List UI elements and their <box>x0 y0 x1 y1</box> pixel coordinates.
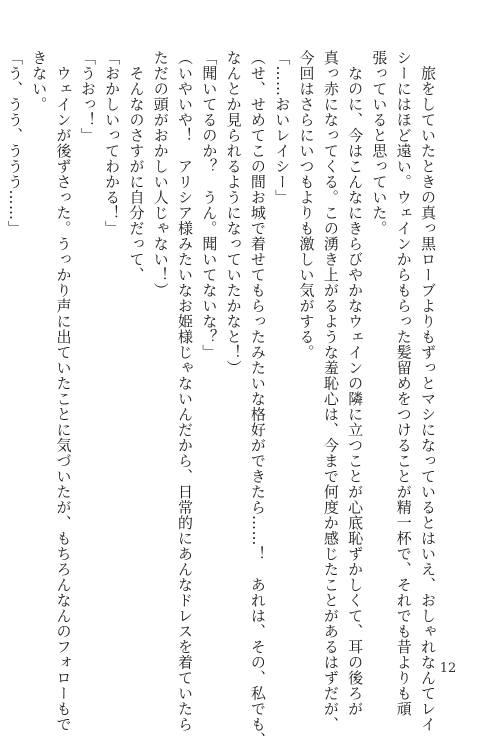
text-line: 「聞いてるのか？ うん。聞いてないな？」 <box>200 50 219 360</box>
text-line: そんなのさすがに自分だって、 <box>127 50 146 283</box>
text-line: 今回はさらにいつもよりも激しい気がする。 <box>297 50 316 360</box>
text-line: （いやいや！ アリシア様みたいなお姫様じゃないんだから、日常的にあんなドレスを着ていたら <box>176 50 195 732</box>
text-line: 真っ赤になってくる。この湧き上がるような羞恥心は、今まで何度か感じたことがあるはずだが、 <box>321 50 340 732</box>
text-line: 「う、うう、ううう……」 <box>5 50 24 236</box>
text-line: ただの頭がおかしい人じゃない！） <box>151 50 170 298</box>
text-line: なのに、今はこんなにきらびやかなウェインの隣に立つことが心底恥ずかしくて、耳の後ろが <box>346 50 365 717</box>
vertical-text-body <box>3 50 440 748</box>
text-line: きない。 <box>30 50 49 112</box>
text-line: 張っていると思っていた。 <box>370 50 389 236</box>
text-line: シーにはほど遠い。ウェインからもらった髪留めをつけることが精一杯で、それでも昔よりも頑 <box>394 50 413 717</box>
text-line: （せ、せめてこの間お城で着せてもらったみたいな格好ができたら……！ あれは、その、私でも、 <box>248 50 267 748</box>
text-line: 旅をしていたときの真っ黒ローブよりもずっとマシになっているとはいえ、おしゃれなんてレイ <box>419 50 437 732</box>
text-line: 「……おいレイシー」 <box>273 50 292 205</box>
page-number: 12 <box>439 661 457 676</box>
text-line: なんとか見られるようになっていたかなと！） <box>224 50 243 376</box>
text-line: ウェインが後ずさった。うっかり声に出ていたことに気づいたが、もちろんなんのフォローもで <box>54 50 73 732</box>
text-line: 「うおっ！」 <box>78 50 97 143</box>
text-line: 「おかしいってわかる！」 <box>103 50 122 236</box>
